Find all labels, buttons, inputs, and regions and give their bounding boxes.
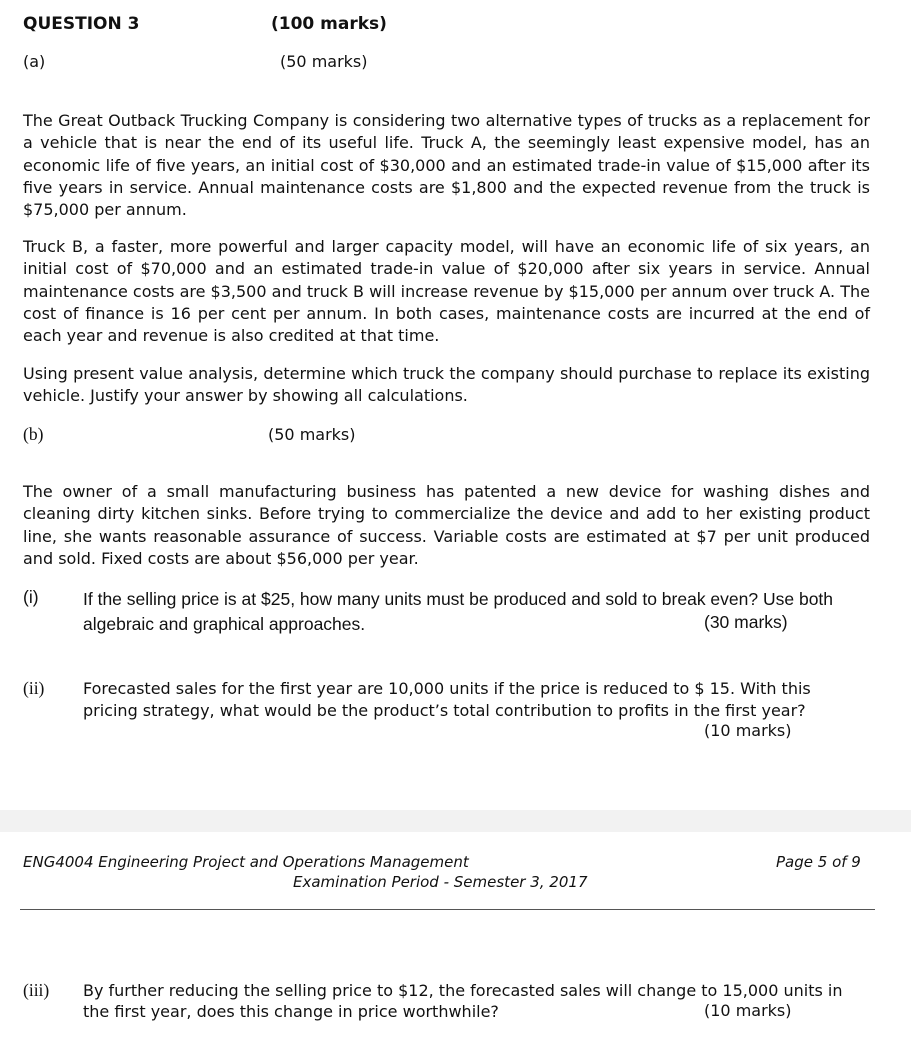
footer-page-number: Page 5 of 9 — [776, 853, 861, 871]
part-b-label: (b) — [23, 424, 44, 444]
part-a-paragraph-3: Using present value analysis, determine which truck the company should purchase to replace its existing vehicle. Justify your answer by showing all calculations. — [23, 364, 870, 406]
footer-period: Examination Period - Semester 3, 2017 — [293, 873, 588, 891]
part-b-paragraph: The owner of a small manufacturing business has patented a new device for washing dishes and cleaning dirty kitchen sinks. Before trying to commercialize the device and add to her existing product line, she wants reasonable assurance of success. Variable costs are estimated at $7 per unit produced and sold. Fixed costs are about $56,000 per year. — [23, 482, 870, 568]
subpart-i-marks: (30 marks) — [704, 612, 788, 632]
part-a-paragraph-1: The Great Outback Trucking Company is considering two alternative types of trucks as a replacement for a vehicle that is near the end of its useful life. Truck A, the seemingly least expensive model, has an economic life of five years, an initial cost of $30,000 and an estimated trade-in value of $15,000 after its five years in service. Annual maintenance costs are $1,800 and the expected revenue from the truck is $75,000 per annum. — [23, 111, 870, 220]
subpart-iii-marks: (10 marks) — [704, 1001, 792, 1020]
subpart-i-text: If the selling price is at $25, how many units must be produced and sold to break even? Use both algebraic and graphical approaches. — [83, 589, 834, 634]
question-title: QUESTION 3 — [23, 14, 140, 34]
part-a-paragraph-2: Truck B, a faster, more powerful and larger capacity model, will have an economic life of six years, an initial cost of $70,000 and an estimated trade-in value of $20,000 after six years in service. Annual maintenance costs are $3,500 and truck B will increase revenue by $15,000 per annum over truck A. The cost of finance is 16 per cent per annum. In both cases, maintenance costs are incurred at the end of each year and revenue is also credited at that time. — [23, 237, 870, 346]
footer-divider — [20, 909, 875, 910]
part-a-label: (a) — [23, 52, 46, 71]
subpart-iii-text: By further reducing the selling price to $12, the forecasted sales will change to 15,000 units in the first year, does this change in price worthwhile? — [83, 981, 843, 1021]
footer-course: ENG4004 Engineering Project and Operations Management — [23, 853, 469, 871]
subpart-iii-label: (iii) — [23, 980, 50, 1000]
part-a-marks: (50 marks) — [280, 52, 368, 71]
part-b-marks: (50 marks) — [268, 425, 356, 444]
subpart-ii-marks: (10 marks) — [704, 721, 792, 740]
subpart-ii-text: Forecasted sales for the first year are 10,000 units if the price is reduced to $ 15. With this pricing strategy, what would be the product’s total contribution to profits in the first year? — [83, 679, 811, 720]
page-break — [0, 810, 911, 832]
question-total-marks: (100 marks) — [271, 14, 387, 34]
subpart-ii-label: (ii) — [23, 678, 45, 698]
subpart-i-label: (i) — [23, 587, 39, 607]
